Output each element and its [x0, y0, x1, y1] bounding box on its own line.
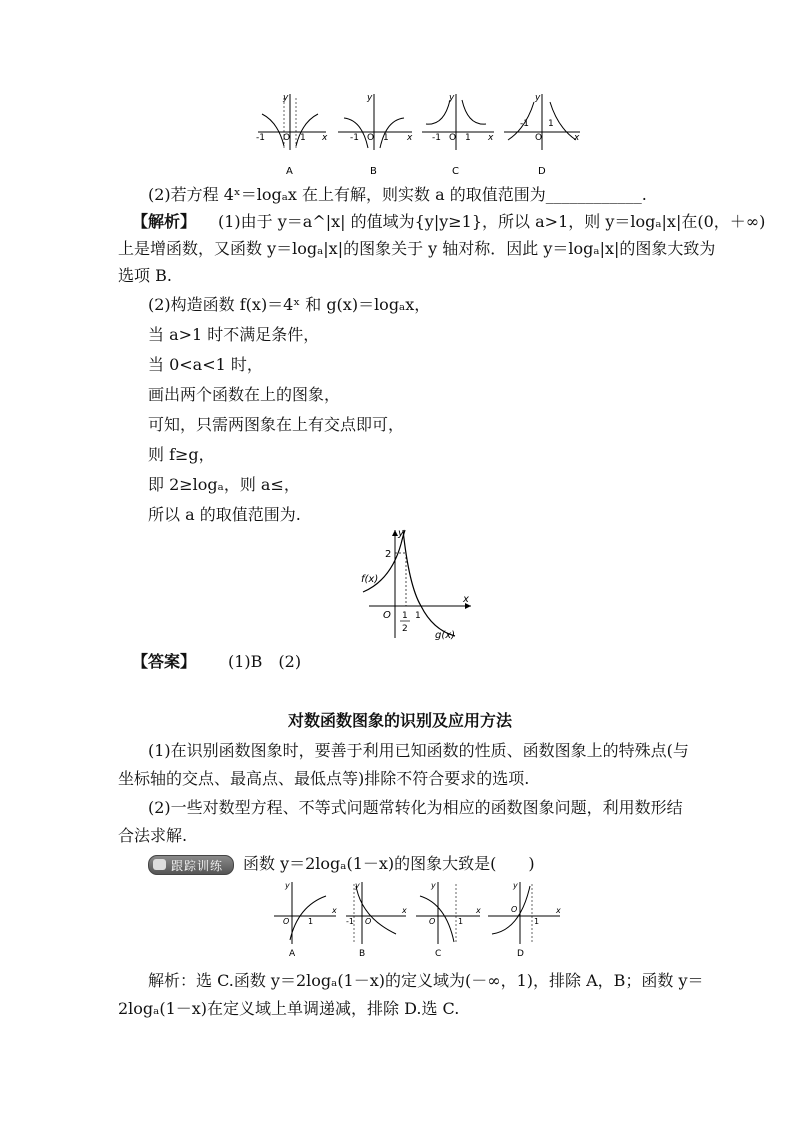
method-2b: 合法求解. — [118, 826, 188, 845]
step-4: 画出两个函数在上的图象， — [148, 385, 341, 404]
step-3: 当 0<a<1 时， — [148, 355, 263, 374]
top-a-label: A — [286, 166, 293, 177]
analysis-line-1: (1)由于 y＝a^|x| 的值域为{y|y≥1}，所以 a>1，则 y＝logₐ|x|在(0，＋∞) — [218, 212, 766, 231]
bottom-d-x: x — [556, 906, 561, 915]
bottom-d-y: y — [513, 881, 518, 890]
answer-text: (1)B (2) — [228, 652, 302, 671]
g-label: g(x) — [435, 630, 456, 641]
bottom-d-one: 1 — [534, 917, 540, 926]
top-a-tick-neg1: -1 — [256, 133, 265, 143]
bottom-c-one: 1 — [458, 917, 464, 926]
top-b-y: y — [367, 93, 373, 103]
step-8: 所以 a 的取值范围为. — [148, 505, 301, 524]
top-c-y: y — [449, 93, 455, 103]
top-a-tick-1: 1 — [300, 133, 306, 143]
top-c-label: C — [452, 166, 459, 177]
bottom-a-one: 1 — [308, 917, 314, 926]
bottom-b-y: y — [355, 881, 360, 890]
question-2: (2)若方程 4ˣ＝logₐx 在上有解，则实数 a 的取值范围为____________. — [148, 185, 647, 204]
bottom-b-origin: O — [365, 917, 372, 926]
mid-x-label: x — [463, 594, 469, 605]
top-c-tick-1: 1 — [465, 133, 471, 143]
bottom-d-label: D — [517, 949, 524, 958]
method-1a: (1)在识别函数图象时，要善于利用已知函数的性质、函数图象上的特殊点(与 — [148, 741, 689, 760]
bottom-b-neg1: -1 — [346, 917, 354, 926]
bottom-b-x: x — [402, 906, 407, 915]
bottom-a-y: y — [285, 881, 290, 890]
practice-badge-icon — [153, 859, 166, 870]
top-b-tick-neg1: -1 — [350, 133, 359, 143]
step-2: 当 a>1 时不满足条件， — [148, 325, 320, 344]
practice-badge — [148, 855, 234, 875]
answer-label: 【答案】 — [132, 652, 197, 671]
top-option-figures — [250, 88, 590, 180]
bottom-b-label: B — [359, 949, 366, 958]
analysis-line-2: 上是增函数，又函数 y＝logₐ|x|的图象关于 y 轴对称．因此 y＝logₐ|x|的图象大致为 — [118, 239, 716, 258]
solution-line-1: 解析：选 C.函数 y＝2logₐ(1－x)的定义域为(－∞，1)，排除 A，B；函数 y＝ — [148, 971, 704, 990]
bottom-a-x: x — [332, 906, 337, 915]
mid-half-num: 1 — [402, 611, 408, 621]
section-title: 对数函数图象的识别及应用方法 — [287, 711, 512, 730]
top-c-x: x — [488, 133, 494, 143]
top-d-label: D — [538, 166, 546, 177]
bottom-c-origin: O — [429, 917, 436, 926]
step-5: 可知，只需两图象在上有交点即可， — [148, 415, 405, 434]
bottom-figure-d — [488, 881, 561, 958]
top-figure-d — [504, 93, 580, 177]
top-b-origin: O — [367, 133, 375, 143]
top-b-x: x — [407, 133, 413, 143]
bottom-option-figures — [270, 878, 570, 958]
top-figure-b — [338, 93, 413, 177]
top-a-x: x — [322, 133, 328, 143]
mid-y-label: y — [398, 528, 404, 539]
top-b-label: B — [370, 166, 377, 177]
top-d-y: y — [535, 93, 541, 103]
bottom-figure-a — [274, 881, 337, 958]
step-1: (2)构造函数 f(x)＝4ˣ 和 g(x)＝logₐx， — [148, 295, 431, 314]
bottom-d-origin: O — [511, 905, 518, 914]
practice-badge-text: 跟踪训练 — [171, 859, 224, 873]
top-figure-c — [422, 93, 494, 177]
mid-two: 2 — [385, 549, 392, 560]
mid-half-den: 2 — [402, 624, 408, 634]
f-label: f(x) — [361, 574, 379, 585]
mid-one: 1 — [415, 611, 421, 621]
top-c-tick-neg1: -1 — [432, 133, 441, 143]
practice-question: 函数 y＝2logₐ(1－x)的图象大致是( ) — [243, 854, 535, 873]
top-b-tick-1: 1 — [383, 133, 389, 143]
bottom-a-origin: O — [283, 917, 290, 926]
bottom-a-label: A — [289, 949, 296, 958]
mid-origin: O — [383, 610, 391, 621]
method-1b: 坐标轴的交点、最高点、最低点等)排除不符合要求的选项. — [118, 769, 530, 788]
step-6: 则 f≥g， — [148, 445, 215, 464]
bottom-figure-c — [416, 881, 481, 958]
intersection-figure — [355, 526, 485, 644]
top-c-origin: O — [449, 133, 457, 143]
bottom-figure-b — [346, 881, 407, 958]
top-d-tick-1: 1 — [548, 119, 554, 129]
top-a-y: y — [283, 93, 289, 103]
top-a-origin: O — [283, 133, 291, 143]
method-2a: (2)一些对数型方程、不等式问题常转化为相应的函数图象问题，利用数形结 — [148, 798, 683, 817]
step-7: 即 2≥logₐ，则 a≤， — [148, 475, 300, 494]
solution-line-2: 2logₐ(1－x)在定义域上单调递减，排除 D.选 C. — [118, 999, 460, 1018]
bottom-c-x: x — [476, 906, 481, 915]
top-figure-a — [256, 93, 328, 177]
analysis-label: 【解析】 — [132, 212, 197, 231]
bottom-c-y: y — [431, 881, 436, 890]
bottom-c-label: C — [435, 949, 442, 958]
top-d-tick-neg1: -1 — [520, 119, 529, 129]
top-d-origin: O — [535, 133, 543, 143]
top-d-x: x — [574, 133, 580, 143]
analysis-line-3: 选项 B. — [118, 266, 172, 285]
